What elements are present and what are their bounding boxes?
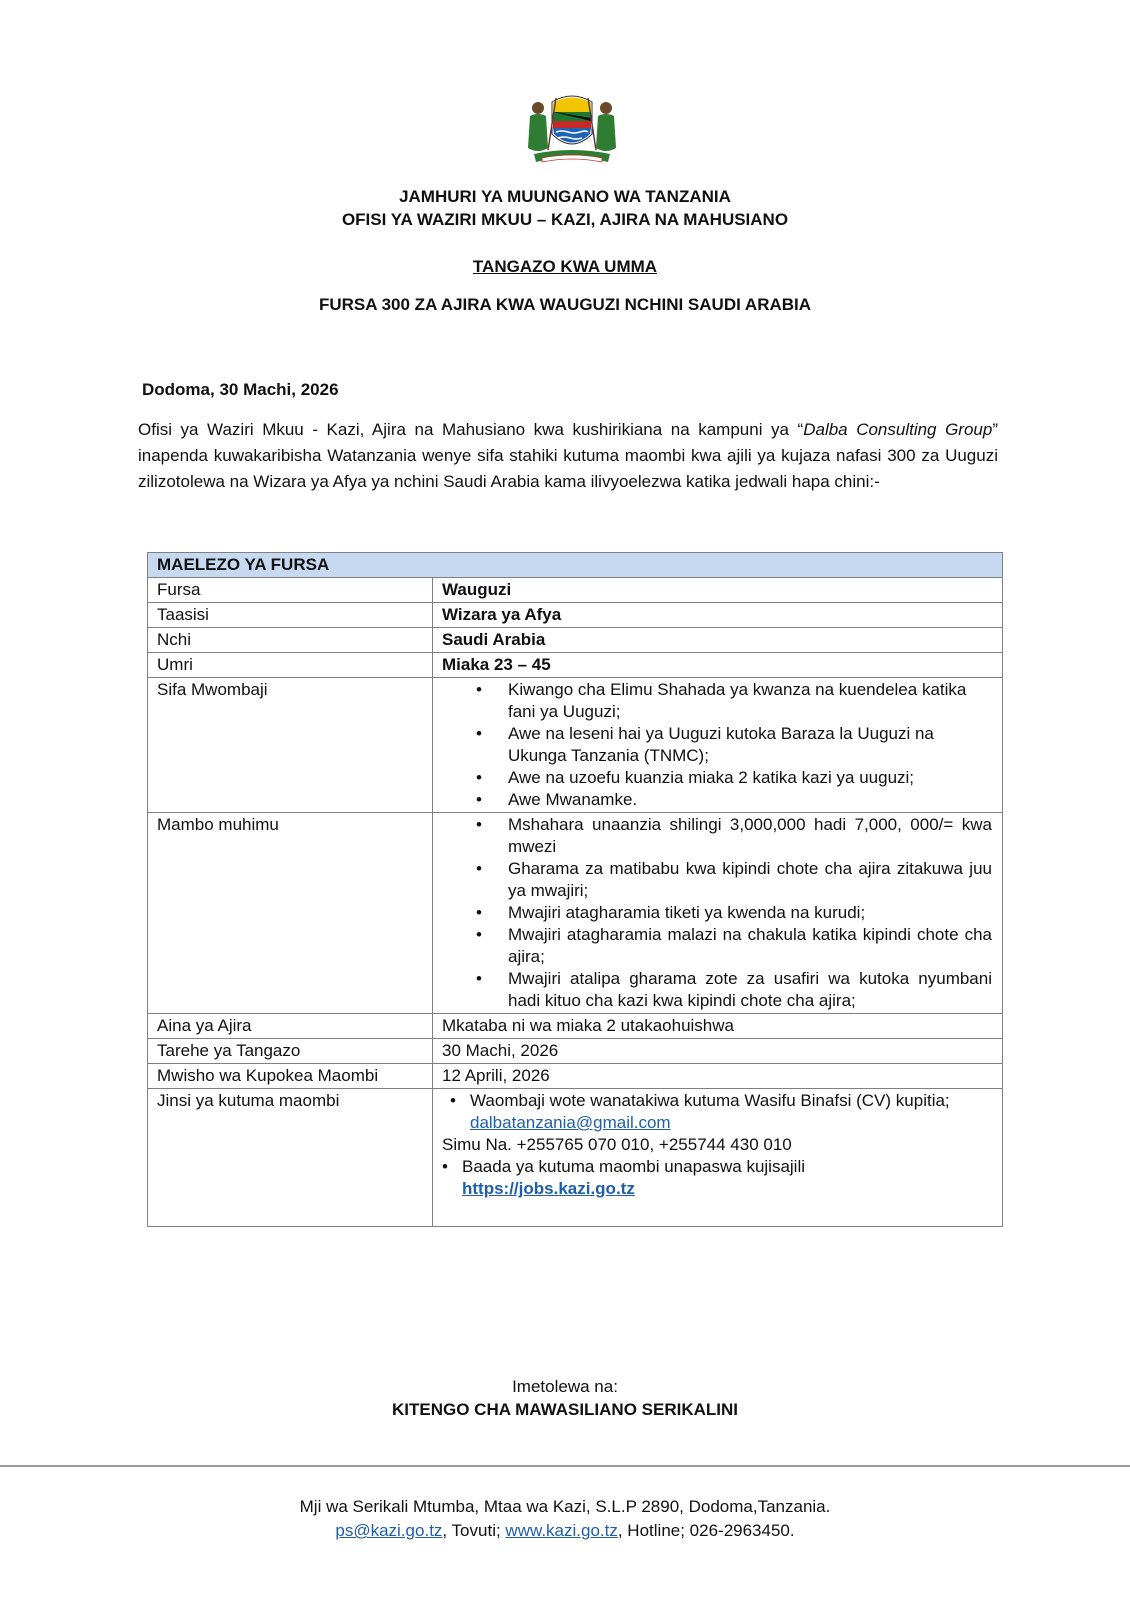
issued-by: KITENGO CHA MAWASILIANO SERIKALINI: [392, 1400, 738, 1419]
row-label: Fursa: [148, 578, 433, 603]
register-instruction: Baada ya kutuma maombi unapaswa kujisajili: [462, 1157, 806, 1176]
footer-hotline: , Hotline; 026-2963450.: [617, 1521, 795, 1540]
intro-text-part2: ” inapenda kuwakaribisha Watanzania wenye sifa stahiki kutuma maombi kwa ajili ya kujaza nafasi 300 za Uuguzi zilizotolewa na Wizara ya Afya ya nchini Saudi Arabia kama ilivyoelezwa katika jedwali hapa chini:-: [138, 420, 998, 491]
row-value: 30 Machi, 2026: [433, 1039, 1003, 1064]
row-value: Mkataba ni wa miaka 2 utakaohuishwa: [433, 1014, 1003, 1039]
apply-email-link[interactable]: dalbatanzania@gmail.com: [470, 1113, 671, 1132]
notice-heading: [0, 256, 1130, 278]
footer-divider: [0, 1465, 1130, 1467]
row-value-text: Wauguzi: [442, 580, 512, 599]
company-name: Dalba Consulting Group: [803, 420, 993, 439]
intro-paragraph: [138, 417, 998, 495]
list-item: [470, 1090, 992, 1134]
row-value: [433, 603, 1003, 628]
register-list: [442, 1156, 992, 1200]
row-label: Tarehe ya Tangazo: [148, 1039, 433, 1064]
apply-instruction: Waombaji wote wanatakiwa kutuma Wasifu Binafsi (CV) kupitia;: [470, 1091, 950, 1110]
row-label: Mambo muhimu: [148, 813, 433, 1014]
phone-numbers: Simu Na. +255765 070 010, +255744 430 010: [442, 1135, 792, 1154]
table-row: [148, 603, 1003, 628]
table-row: [148, 1014, 1003, 1039]
list-item: [462, 1156, 992, 1200]
row-label: Mwisho wa Kupokea Maombi: [148, 1064, 433, 1089]
footer-website-link[interactable]: www.kazi.go.tz: [505, 1521, 618, 1540]
list-item: • Mwajiri atalipa gharama zote za usafiri wa kutoka nyumbani hadi kituo cha kazi kwa kipindi chote cha ajira;: [508, 968, 992, 1012]
apply-list: [442, 1090, 992, 1134]
row-label: Aina ya Ajira: [148, 1014, 433, 1039]
notes-list: [442, 814, 992, 1012]
office-title: OFISI YA WAZIRI MKUU – KAZI, AJIRA NA MAHUSIANO: [341, 210, 789, 229]
date-line: Dodoma, 30 Machi, 2026: [142, 380, 339, 399]
row-label: Nchi: [148, 628, 433, 653]
list-item: • Awe na leseni hai ya Uuguzi kutoka Baraza la Uuguzi na Ukunga Tanzania (TNMC);: [508, 723, 992, 767]
table-row: [148, 653, 1003, 678]
list-item: • Mwajiri atagharamia malazi na chakula katika kipindi chote cha ajira;: [508, 924, 992, 968]
table-row: [148, 1064, 1003, 1089]
list-item: • Mwajiri atagharamia tiketi ya kwenda na kurudi;: [508, 902, 992, 924]
coat-of-arms-icon: [522, 88, 622, 168]
issued-label: Imetolewa na:: [512, 1377, 618, 1396]
footer: [0, 1495, 1130, 1543]
row-label: Sifa Mwombaji: [148, 678, 433, 813]
row-value-text: Wizara ya Afya: [442, 605, 562, 624]
table-row: [148, 578, 1003, 603]
row-value: [433, 628, 1003, 653]
table-header-row: [148, 553, 1003, 578]
table-row-qualifications: [148, 678, 1003, 813]
list-item: • Kiwango cha Elimu Shahada ya kwanza na kuendelea katika fani ya Uuguzi;: [508, 679, 992, 723]
table-row: [148, 628, 1003, 653]
row-value: [433, 578, 1003, 603]
opportunity-table: [147, 552, 1003, 1227]
table-title: MAELEZO YA FURSA: [148, 553, 1003, 578]
table-row-important-notes: [148, 813, 1003, 1014]
qualifications-list: [442, 679, 992, 811]
row-label: Jinsi ya kutuma maombi: [148, 1089, 433, 1227]
row-value-text: Saudi Arabia: [442, 630, 546, 649]
footer-address: Mji wa Serikali Mtumba, Mtaa wa Kazi, S.L.P 2890, Dodoma,Tanzania.: [299, 1497, 831, 1516]
subject-heading: FURSA 300 ZA AJIRA KWA WAUGUZI NCHINI SAUDI ARABIA: [318, 295, 812, 314]
row-value: 12 Aprili, 2026: [433, 1064, 1003, 1089]
footer-website-label: , Tovuti;: [442, 1521, 506, 1540]
footer-email-link[interactable]: ps@kazi.go.tz: [335, 1521, 443, 1540]
table-row-how-to-apply: [148, 1089, 1003, 1227]
issued-by-block: [0, 1375, 1130, 1421]
notice-heading-text: TANGAZO KWA UMMA: [472, 257, 658, 276]
list-item: • Mshahara unaanzia shilingi 3,000,000 hadi 7,000, 000/= kwa mwezi: [508, 814, 992, 858]
row-label: Umri: [148, 653, 433, 678]
jobs-portal-link[interactable]: https://jobs.kazi.go.tz: [462, 1179, 635, 1198]
list-item: • Gharama za matibabu kwa kipindi chote cha ajira zitakuwa juu ya mwajiri;: [508, 858, 992, 902]
row-value-text: Miaka 23 – 45: [442, 655, 551, 674]
row-label: Taasisi: [148, 603, 433, 628]
list-item: • Awe na uzoefu kuanzia miaka 2 katika kazi ya uuguzi;: [508, 767, 992, 789]
footer-contacts: [0, 1519, 1130, 1543]
notes-list-cell: [433, 813, 1003, 1014]
republic-title: JAMHURI YA MUUNGANO WA TANZANIA: [399, 187, 731, 206]
intro-text-part1: Ofisi ya Waziri Mkuu - Kazi, Ajira na Mahusiano kwa kushirikiana na kampuni ya “: [138, 420, 804, 439]
qualifications-list-cell: [433, 678, 1003, 813]
row-value: [433, 653, 1003, 678]
how-to-apply-cell: [433, 1089, 1003, 1227]
table-row: [148, 1039, 1003, 1064]
list-item: • Awe Mwanamke.: [508, 789, 992, 811]
